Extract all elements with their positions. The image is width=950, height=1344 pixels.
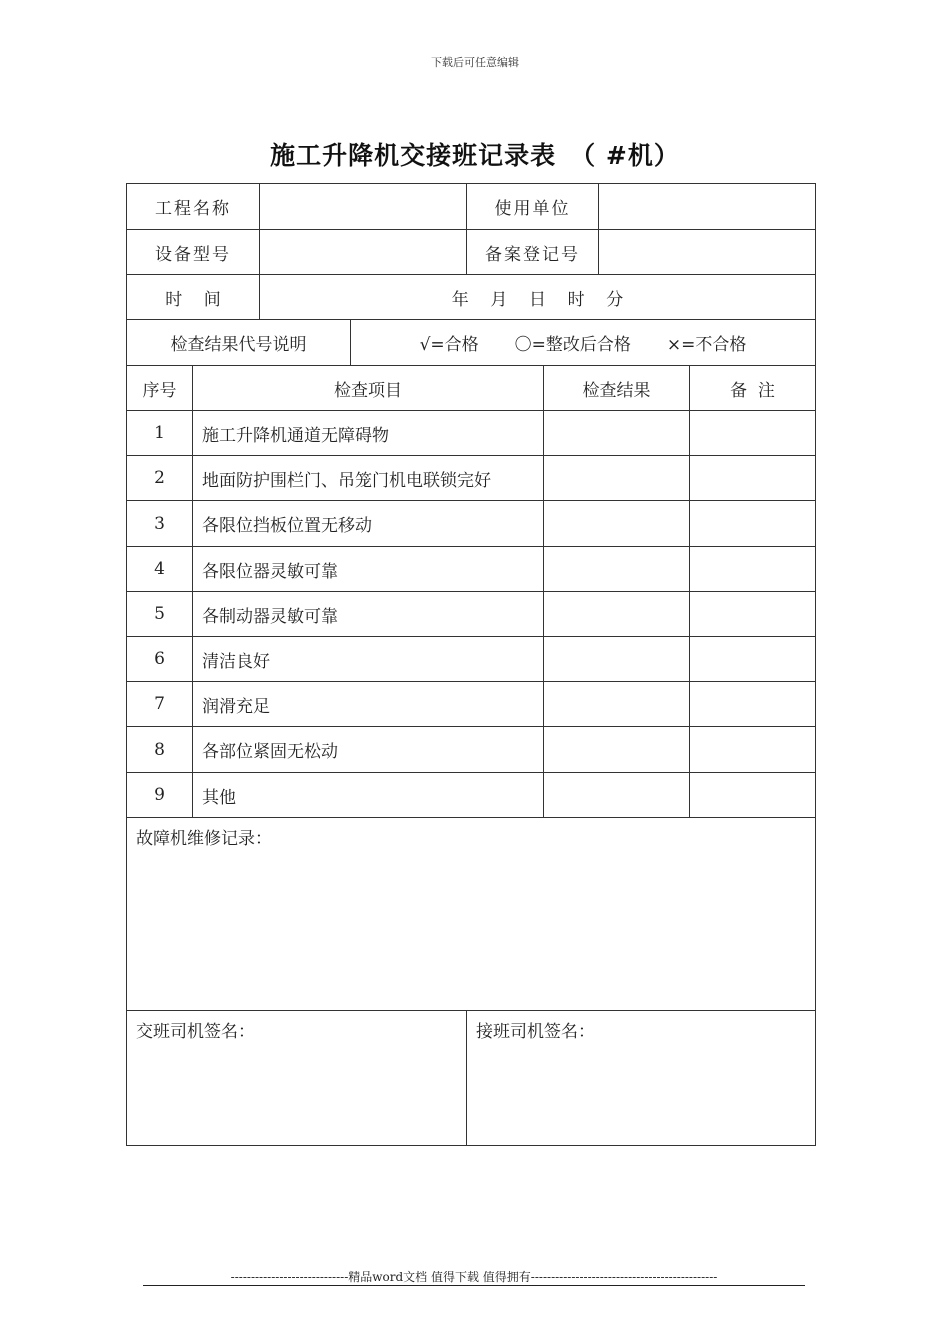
row-4-item: 各限位器灵敏可靠 — [193, 547, 544, 592]
header-note: 下载后可任意编辑 — [431, 56, 519, 69]
handover-driver-label: 交班司机签名： — [136, 1022, 255, 1042]
row-9-note[interactable] — [690, 773, 815, 818]
row-5-note[interactable] — [690, 592, 815, 637]
row-3-note[interactable] — [690, 501, 815, 547]
takeover-driver-label: 接班司机签名： — [476, 1022, 595, 1042]
legend-pass: √=合格 — [419, 335, 479, 355]
header-result: 检查结果 — [544, 366, 690, 411]
row-6-note[interactable] — [690, 637, 815, 682]
row-5-result[interactable] — [544, 592, 690, 637]
equipment-model-label: 设备型号 — [127, 230, 260, 275]
row-7-no: 7 — [127, 682, 193, 727]
row-4-no: 4 — [127, 547, 193, 592]
footer-text: -----------------------------精品word文档 值得下载 值得拥有---------------------------------------------- — [230, 1270, 718, 1284]
time-label: 时 间 — [127, 275, 260, 320]
repair-record-area[interactable] — [127, 818, 815, 1011]
row-3-item: 各限位挡板位置无移动 — [193, 501, 544, 547]
user-unit-label: 使用单位 — [467, 184, 599, 230]
page-title — [0, 136, 950, 172]
row-9-result[interactable] — [544, 773, 690, 818]
row-6-result[interactable] — [544, 637, 690, 682]
title-text: 施工升降机交接班记录表 — [270, 141, 557, 170]
handover-driver-signature[interactable] — [127, 1011, 467, 1145]
row-8-item: 各部位紧固无松动 — [193, 727, 544, 773]
row-7-item: 润滑充足 — [193, 682, 544, 727]
row-2-note[interactable] — [690, 456, 815, 501]
takeover-driver-signature[interactable] — [467, 1011, 815, 1145]
project-name-field[interactable] — [260, 184, 467, 230]
equipment-model-field[interactable] — [260, 230, 467, 275]
row-7-note[interactable] — [690, 682, 815, 727]
row-1-no: 1 — [127, 411, 193, 456]
row-6-no: 6 — [127, 637, 193, 682]
legend-label: 检查结果代号说明 — [127, 320, 351, 366]
row-8-no: 8 — [127, 727, 193, 773]
registration-no-label: 备案登记号 — [467, 230, 599, 275]
legend-pass-after-fix: 〇=整改后合格 — [514, 335, 631, 355]
time-field[interactable]: 年 月 日 时 分 — [260, 275, 815, 320]
row-4-note[interactable] — [690, 547, 815, 592]
row-9-item: 其他 — [193, 773, 544, 818]
registration-no-field[interactable] — [599, 230, 815, 275]
header-note: 备 注 — [690, 366, 815, 411]
title-suffix: （ #机） — [570, 141, 680, 170]
row-6-item: 清洁良好 — [193, 637, 544, 682]
row-3-no: 3 — [127, 501, 193, 547]
row-1-result[interactable] — [544, 411, 690, 456]
row-5-no: 5 — [127, 592, 193, 637]
row-8-note[interactable] — [690, 727, 815, 773]
repair-record-label: 故障机维修记录： — [136, 829, 272, 849]
header-item: 检查项目 — [193, 366, 544, 411]
row-5-item: 各制动器灵敏可靠 — [193, 592, 544, 637]
row-2-no: 2 — [127, 456, 193, 501]
row-1-note[interactable] — [690, 411, 815, 456]
row-8-result[interactable] — [544, 727, 690, 773]
footer-divider — [143, 1285, 805, 1286]
row-2-item: 地面防护围栏门、吊笼门机电联锁完好 — [193, 456, 544, 501]
handover-form-table — [126, 183, 816, 1146]
project-name-label: 工程名称 — [127, 184, 260, 230]
row-9-no: 9 — [127, 773, 193, 818]
row-2-result[interactable] — [544, 456, 690, 501]
row-4-result[interactable] — [544, 547, 690, 592]
legend-codes — [351, 320, 815, 366]
header-no: 序号 — [127, 366, 193, 411]
row-7-result[interactable] — [544, 682, 690, 727]
row-1-item: 施工升降机通道无障碍物 — [193, 411, 544, 456]
legend-fail: ×=不合格 — [666, 335, 747, 355]
row-3-result[interactable] — [544, 501, 690, 547]
user-unit-field[interactable] — [599, 184, 815, 230]
